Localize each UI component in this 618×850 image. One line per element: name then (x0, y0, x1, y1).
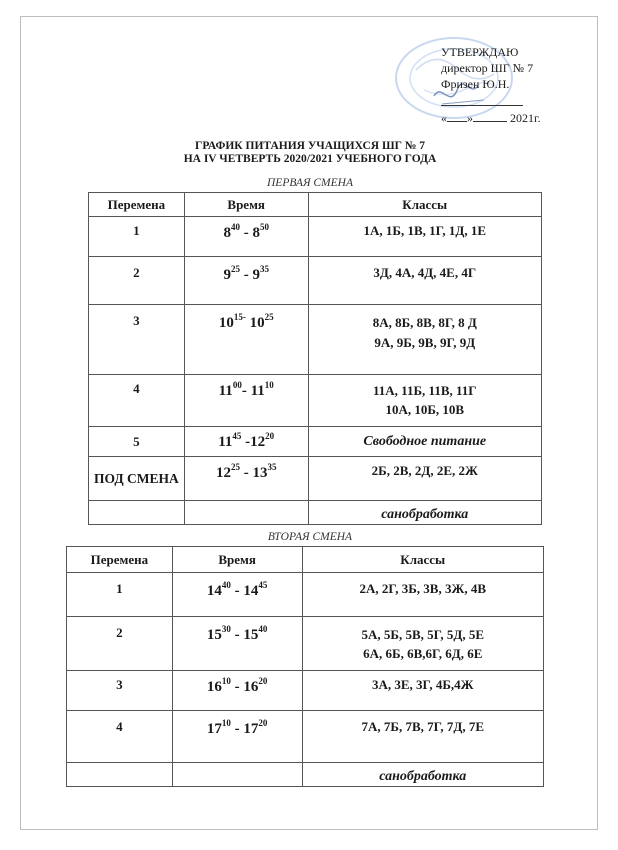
time-cell: $17^{10} - 17^{20}$ (172, 711, 302, 763)
signature-line (441, 94, 541, 110)
header-break: Перемена (89, 193, 185, 217)
header-classes: Классы (302, 547, 543, 573)
date-open-quote: « (441, 111, 447, 125)
time-cell: $14^{40} - 14^{45}$ (172, 573, 302, 617)
approval-year: 2021г. (510, 111, 541, 125)
break-number: 3 (67, 671, 173, 711)
table-row (89, 375, 542, 427)
empty-cell (89, 501, 185, 525)
approval-date (441, 110, 541, 126)
classes-cell: 11А, 11Б, 11В, 11Г 10А, 10Б, 10В (308, 375, 541, 427)
shift-2-label: ВТОРАЯ СМЕНА (267, 531, 353, 543)
table-row (67, 617, 544, 671)
classes-cell: 3Д, 4А, 4Д, 4Е, 4Г (308, 257, 541, 305)
break-number: 1 (89, 217, 185, 257)
time-cell: $9^{25} - 9^{35}$ (184, 257, 308, 305)
approval-position: директор ШГ № 7 (441, 61, 534, 75)
sanitation-label: санобработка (308, 501, 541, 525)
header-time: Время (184, 193, 308, 217)
empty-cell (184, 501, 308, 525)
table-row (67, 573, 544, 617)
header-break: Перемена (67, 547, 173, 573)
classes-cell: 8А, 8Б, 8В, 8Г, 8 Д 9А, 9Б, 9В, 9Г, 9Д (308, 305, 541, 375)
table-row (89, 305, 542, 375)
time-cell: $10^{15-}$ $10^{25}$ (184, 305, 308, 375)
time-cell: $11^{45}$ $-12^{20}$ (184, 427, 308, 457)
classes-cell: 1А, 1Б, 1В, 1Г, 1Д, 1Е (308, 217, 541, 257)
time-cell: $8^{40} - 8^{50}$ (184, 217, 308, 257)
approval-heading: УТВЕРЖДАЮ (441, 45, 519, 59)
time-cell: $16^{10} - 16^{20}$ (172, 671, 302, 711)
classes-cell: 2А, 2Г, 3Б, 3В, 3Ж, 4В (302, 573, 543, 617)
classes-cell: 2Б, 2В, 2Д, 2Е, 2Ж (308, 457, 541, 501)
empty-cell (172, 763, 302, 787)
break-number: 4 (89, 375, 185, 427)
time-cell: $11^{00}-$ $11^{10}$ (184, 375, 308, 427)
table-row (67, 671, 544, 711)
shift-2-table (66, 546, 544, 787)
table-row (89, 257, 542, 305)
table-row (89, 217, 542, 257)
approval-name: Фризен Ю.Н. (441, 77, 510, 91)
break-number: 3 (89, 305, 185, 375)
table-header-row (67, 547, 544, 573)
break-number: 1 (67, 573, 173, 617)
classes-cell: 3А, 3Е, 3Г, 4Б,4Ж (302, 671, 543, 711)
empty-cell (67, 763, 173, 787)
break-number: 4 (67, 711, 173, 763)
header-time: Время (172, 547, 302, 573)
break-number: ПОД СМЕНА (89, 457, 185, 501)
title-line-2: НА IV ЧЕТВЕРТЬ 2020/2021 УЧЕБНОГО ГОДА (183, 153, 437, 165)
table-header-row (89, 193, 542, 217)
break-number: 2 (67, 617, 173, 671)
sanitation-row (89, 501, 542, 525)
approval-block (441, 44, 541, 126)
classes-cell: 7А, 7Б, 7В, 7Г, 7Д, 7Е (302, 711, 543, 763)
header-classes: Классы (308, 193, 541, 217)
classes-cell: Свободное питание (308, 427, 541, 457)
shift-1-table (88, 192, 542, 525)
sanitation-row (67, 763, 544, 787)
time-cell: $12^{25} - 13^{35}$ (184, 457, 308, 501)
date-close-quote: » (467, 111, 473, 125)
time-cell: $15^{30} - 15^{40}$ (172, 617, 302, 671)
sanitation-label: санобработка (302, 763, 543, 787)
table-row (89, 427, 542, 457)
table-row (89, 457, 542, 501)
shift-1-label: ПЕРВАЯ СМЕНА (266, 177, 353, 189)
table-row (67, 711, 544, 763)
break-number: 2 (89, 257, 185, 305)
break-number: 5 (89, 427, 185, 457)
classes-cell: 5А, 5Б, 5В, 5Г, 5Д, 5Е 6А, 6Б, 6В,6Г, 6Д, 6Е (302, 617, 543, 671)
title-line-1: ГРАФИК ПИТАНИЯ УЧАЩИХСЯ ШГ № 7 (195, 140, 425, 152)
